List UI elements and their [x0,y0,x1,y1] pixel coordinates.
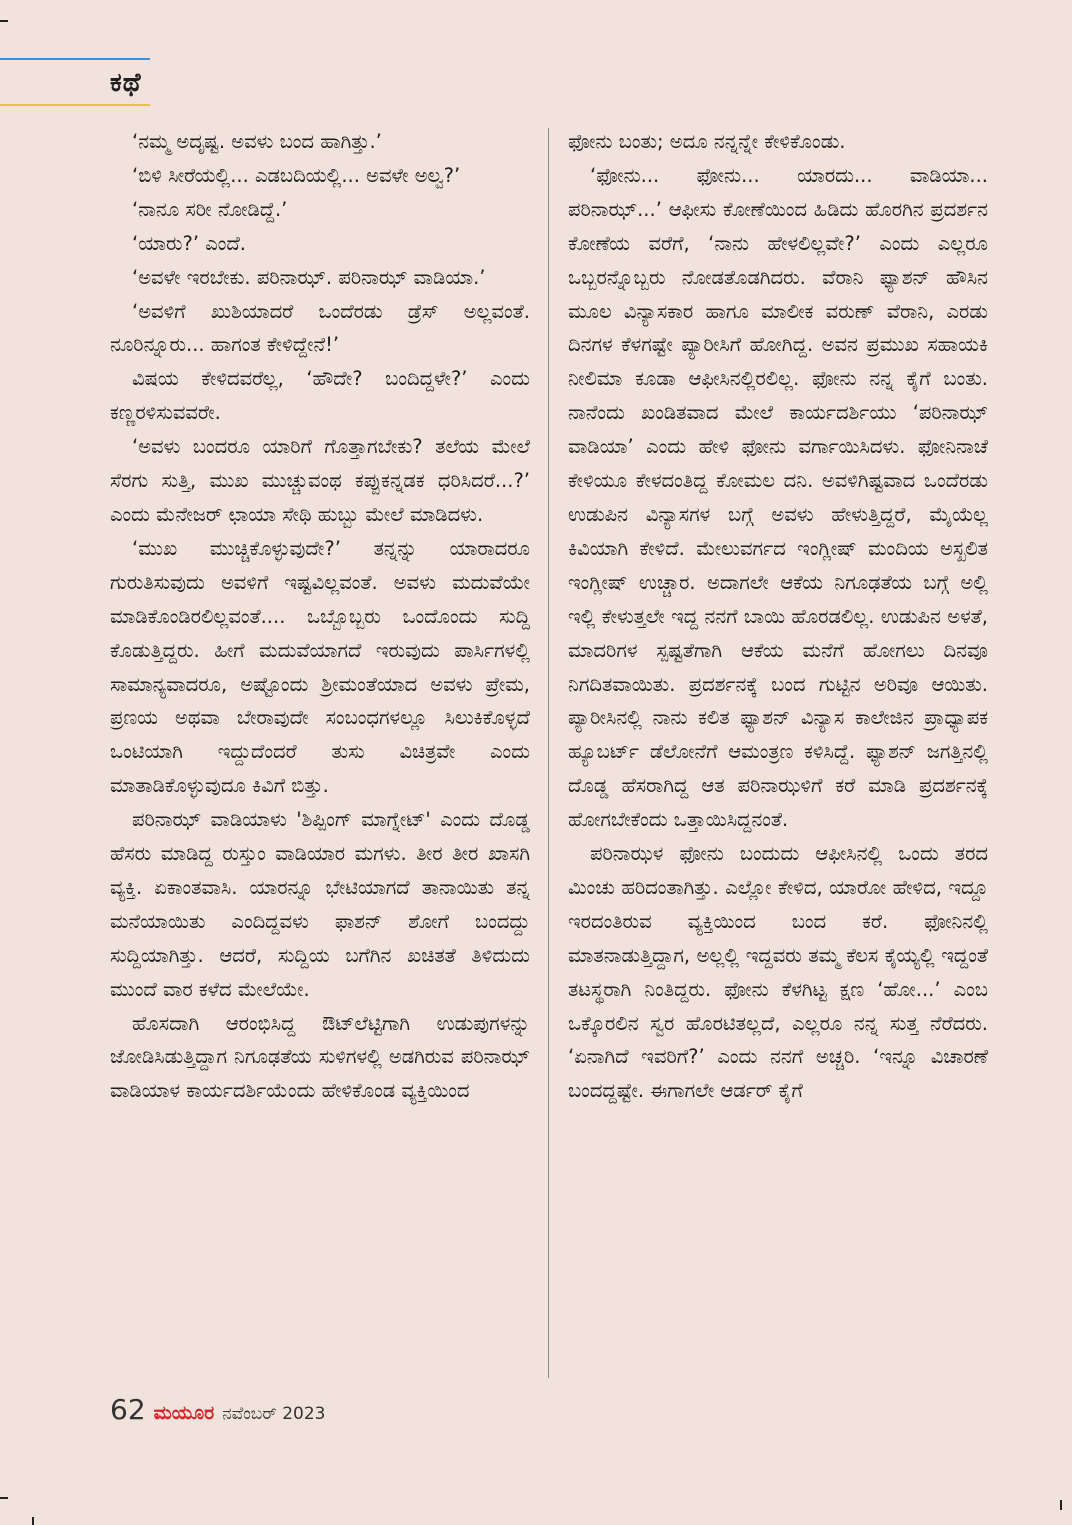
paragraph: ಹೊಸದಾಗಿ ಆರಂಭಿಸಿದ್ದ ಔಟ್‌ಲೆಟ್ಟಿಗಾಗಿ ಉಡುಪುಗಳನ್ನು ಜೋಡಿಸಿಡುತ್ತಿದ್ದಾಗ ನಿಗೂಢತೆಯ ಸುಳಿಗಳಲ್ಲಿ ಅಡಗಿರುವ ಪರಿನಾಝ್ ವಾಡಿಯಾಳ ಕಾರ್ಯದರ್ಶಿಯೆಂದು ಹೇಳಿಕೊಂಡ ವ್ಯಕ್ತಿಯಿಂದ [110,1011,530,1103]
section-header [0,58,150,108]
page-footer [110,1393,326,1426]
section-title: ಕಥೆ [110,68,142,98]
paragraph: ಫೋನು ಬಂತು; ಅದೂ ನನ್ನನ್ನೇ ಕೇಳಿಕೊಂಡು. [568,130,846,153]
paragraph: ‘ಯಾರು?’ ಎಂದೆ. [132,231,246,255]
paragraph: ‘ಬಿಳಿ ಸೀರೆಯಲ್ಲಿ... ಎಡಬದಿಯಲ್ಲಿ... ಅವಳೇ ಅಲ್ವ?’ [132,163,461,187]
right-column [568,125,988,1385]
crop-mark-bottom [32,1517,34,1525]
paragraph: ವಿಷಯ ಕೇಳಿದವರೆಲ್ಲ, ‘ಹೌದೇ? ಬಂದಿದ್ದಳೇ?’ ಎಂದು ಕಣ್ಣರಳಿಸುವವರೇ. [110,367,530,425]
header-rule-yellow [0,104,150,106]
issue-date: ನವೆಂಬರ್ 2023 [222,1404,326,1424]
paragraph: ‘ನಾನೂ ಸರೀ ನೋಡಿದ್ದೆ.’ [132,197,288,221]
paragraph: ಪರಿನಾಝ್ ವಾಡಿಯಾಳು 'ಶಿಪ್ಪಿಂಗ್ ಮಾಗ್ನೇಟ್' ಎಂದು ದೊಡ್ಡ ಹೆಸರು ಮಾಡಿದ್ದ ರುಸ್ತುಂ ವಾಡಿಯಾರ ಮಗಳು. ತೀರ ತೀರ ಖಾಸಗಿ ವ್ಯಕ್ತಿ. ಏಕಾಂತವಾಸಿ. ಯಾರನ್ನೂ ಭೇಟಿಯಾಗದೆ ತಾನಾಯಿತು ತನ್ನ ಮನೆಯಾಯಿತು ಎಂದಿದ್ದವಳು ಫಾಶನ್ ಶೋಗೆ ಬಂದದ್ದು ಸುದ್ದಿಯಾಗಿತ್ತು. ಆದರೆ, ಸುದ್ದಿಯ ಬಗೆಗಿನ ಖಚಿತತೆ ತಿಳಿದುದು ಮುಂದೆ ವಾರ ಕಳೆದ ಮೇಲೆಯೇ. [110,808,530,1001]
magazine-logo: ಮಯೂರ [153,1402,215,1424]
page-number: 62 [110,1393,146,1426]
paragraph: ‘ಮುಖ ಮುಚ್ಚಿಕೊಳ್ಳುವುದೇ?’ ತನ್ನನ್ನು ಯಾರಾದರೂ ಗುರುತಿಸುವುದು ಅವಳಿಗೆ ಇಷ್ಟವಿಲ್ಲವಂತೆ. ಅವಳು ಮದುವೆಯೇ ಮಾಡಿಕೊಂಡಿರಲಿಲ್ಲವಂತೆ.... ಒಬ್ಬೊಬ್ಬರು ಒಂದೊಂದು ಸುದ್ದಿ ಕೊಡುತ್ತಿದ್ದರು. ಹೀಗೆ ಮದುವೆಯಾಗದೆ ಇರುವುದು ಪಾರ್ಸಿಗಳಲ್ಲಿ ಸಾಮಾನ್ಯವಾದರೂ, ಅಷ್ಟೊಂದು ಶ್ರೀಮಂತೆಯಾದ ಅವಳು ಪ್ರೇಮ, ಪ್ರಣಯ ಅಥವಾ ಬೇರಾವುದೇ ಸಂಬಂಧಗಳಲ್ಲೂ ಸಿಲುಕಿಕೊಳ್ಳದೆ ಒಂಟಿಯಾಗಿ ಇದ್ದುದೆಂದರೆ ತುಸು ವಿಚಿತ್ರವೇ ಎಂದು ಮಾತಾಡಿಕೊಳ್ಳುವುದೂ ಕಿವಿಗೆ ಬಿತ್ತು. [110,536,530,798]
paragraph: ‘ಅವಳಿಗೆ ಖುಶಿಯಾದರೆ ಒಂದೆರಡು ಡ್ರೆಸ್ ಅಲ್ಲವಂತೆ. ನೂರಿನ್ನೂರು... ಹಾಗಂತ ಕೇಳಿದ್ದೇನೆ!’ [110,299,530,357]
column-divider [548,128,549,1378]
paragraph: ‘ಅವಳೇ ಇರಬೇಕು. ಪರಿನಾಝ್. ಪರಿನಾಝ್ ವಾಡಿಯಾ.’ [132,265,486,289]
paragraph: ‘ಫೋನು... ಫೋನು... ಯಾರದು... ವಾಡಿಯಾ... ಪರಿನಾಝ್...’ ಆಫೀಸು ಕೋಣೆಯಿಂದ ಹಿಡಿದು ಹೊರಗಿನ ಪ್ರದರ್ಶನ ಕೋಣೆಯ ವರೆಗೆ, ‘ನಾನು ಹೇಳಲಿಲ್ಲವೇ?’ ಎಂದು ಎಲ್ಲರೂ ಒಬ್ಬರನ್ನೊಬ್ಬರು ನೋಡತೊಡಗಿದರು. ವೆರಾನಿ ಫ್ಯಾಶನ್ ಹೌಸಿನ ಮೂಲ ವಿನ್ಯಾಸಕಾರ ಹಾಗೂ ಮಾಲೀಕ ವರುಣ್ ವೆರಾನಿ, ಎರಡು ದಿನಗಳ ಕೆಳಗಷ್ಟೇ ಪ್ಯಾರೀಸಿಗೆ ಹೋಗಿದ್ದ. ಅವನ ಪ್ರಮುಖ ಸಹಾಯಕಿ ನೀಲಿಮಾ ಕೂಡಾ ಆಫೀಸಿನಲ್ಲಿರಲಿಲ್ಲ. ಫೋನು ನನ್ನ ಕೈಗೆ ಬಂತು. ನಾನೆಂದು ಖಂಡಿತವಾದ ಮೇಲೆ ಕಾರ್ಯದರ್ಶಿಯು ‘ಪರಿನಾಝ್ ವಾಡಿಯಾ’ ಎಂದು ಹೇಳಿ ಫೋನು ವರ್ಗಾಯಿಸಿದಳು. ಫೋನಿನಾಚೆ ಕೇಳಿಯೂ ಕೇಳದಂತಿದ್ದ ಕೋಮಲ ದನಿ. ಅವಳಿಗಿಷ್ಟವಾದ ಒಂದೆರಡು ಉಡುಪಿನ ವಿನ್ಯಾಸಗಳ ಬಗ್ಗೆ ಅವಳು ಹೇಳುತ್ತಿದ್ದರೆ, ಮೈಯೆಲ್ಲ ಕಿವಿಯಾಗಿ ಕೇಳಿದೆ. ಮೇಲುವರ್ಗದ ಇಂಗ್ಲೀಷ್ ಮಂದಿಯ ಅಸ್ಖಲಿತ ಇಂಗ್ಲೀಷ್ ಉಚ್ಚಾರ. ಅದಾಗಲೇ ಆಕೆಯ ನಿಗೂಢತೆಯ ಬಗ್ಗೆ ಅಲ್ಲಿ ಇಲ್ಲಿ ಕೇಳುತ್ತಲೇ ಇದ್ದ ನನಗೆ ಬಾಯಿ ಹೊರಡಲಿಲ್ಲ. ಉಡುಪಿನ ಅಳತೆ, ಮಾದರಿಗಳ ಸ್ಪಷ್ಟತೆಗಾಗಿ ಆಕೆಯ ಮನೆಗೆ ಹೋಗಲು ದಿನವೂ ನಿಗದಿತವಾಯಿತು. ಪ್ರದರ್ಶನಕ್ಕೆ ಬಂದ ಗುಟ್ಟಿನ ಅರಿವೂ ಆಯಿತು. ಪ್ಯಾರೀಸಿನಲ್ಲಿ ನಾನು ಕಲಿತ ಫ್ಯಾಶನ್ ವಿನ್ಯಾಸ ಕಾಲೇಜಿನ ಪ್ರಾಧ್ಯಾಪಕ ಹ್ಯೂಬರ್ಟ್ ಡೆಲೋನೆಗೆ ಆಮಂತ್ರಣ ಕಳಿಸಿದ್ದೆ. ಫ್ಯಾಶನ್ ಜಗತ್ತಿನಲ್ಲಿ ದೊಡ್ಡ ಹೆಸರಾಗಿದ್ದ ಆತ ಪರಿನಾಝಳಿಗೆ ಕರೆ ಮಾಡಿ ಪ್ರದರ್ಶನಕ್ಕೆ ಹೋಗಬೇಕೆಂದು ಒತ್ತಾಯಿಸಿದ್ದನಂತೆ. [568,163,988,832]
paragraph: ‘ಅವಳು ಬಂದರೂ ಯಾರಿಗೆ ಗೊತ್ತಾಗಬೇಕು? ತಲೆಯ ಮೇಲೆ ಸೆರಗು ಸುತ್ತಿ, ಮುಖ ಮುಚ್ಚುವಂಥ ಕಪ್ಪುಕನ್ನಡಕ ಧರಿಸಿದರೆ...?’ ಎಂದು ಮೆನೇಜರ್ ಛಾಯಾ ಸೇಥಿ ಹುಬ್ಬು ಮೇಲೆ ಮಾಡಿದಳು. [110,435,530,526]
paragraph: ‘ನಮ್ಮ ಅದೃಷ್ಟ. ಅವಳು ಬಂದ ಹಾಗಿತ್ತು.’ [132,130,382,153]
paragraph: ಪರಿನಾಝಳ ಫೋನು ಬಂದುದು ಆಫೀಸಿನಲ್ಲಿ ಒಂದು ತರದ ಮಿಂಚು ಹರಿದಂತಾಗಿತ್ತು. ಎಲ್ಲೋ ಕೇಳಿದ, ಯಾರೋ ಹೇಳಿದ, ಇದ್ದೂ ಇರದಂತಿರುವ ವ್ಯಕ್ತಿಯಿಂದ ಬಂದ ಕರೆ. ಫೋನಿನಲ್ಲಿ ಮಾತನಾಡುತ್ತಿದ್ದಾಗ, ಅಲ್ಲಲ್ಲಿ ಇದ್ದವರು ತಮ್ಮ ಕೆಲಸ ಕೈಯ್ಯಲ್ಲಿ ಇದ್ದಂತೆ ತಟಸ್ಥರಾಗಿ ನಿಂತಿದ್ದರು. ಫೋನು ಕೆಳಗಿಟ್ಟ ಕ್ಷಣ ‘ಹೋ...’ ಎಂಬ ಒಕ್ಕೊರಲಿನ ಸ್ವರ ಹೊರಟಿತಲ್ಲದೆ, ಎಲ್ಲರೂ ನನ್ನ ಸುತ್ತ ನೆರೆದರು. ‘ಏನಾಗಿದೆ ಇವರಿಗೆ?’ ಎಂದು ನನಗೆ ಅಚ್ಚರಿ. ‘ಇನ್ನೂ ವಿಚಾರಣೆ ಬಂದದ್ದಷ್ಟೇ. ಈಗಾಗಲೇ ಆರ್ಡರ್ ಕೈಗೆ [568,842,988,1103]
header-rule-blue [0,58,150,60]
crop-mark-top-left [0,20,8,22]
crop-mark-bottom-left [0,1497,8,1499]
crop-mark-right [1060,1500,1062,1510]
left-column [110,125,530,1385]
